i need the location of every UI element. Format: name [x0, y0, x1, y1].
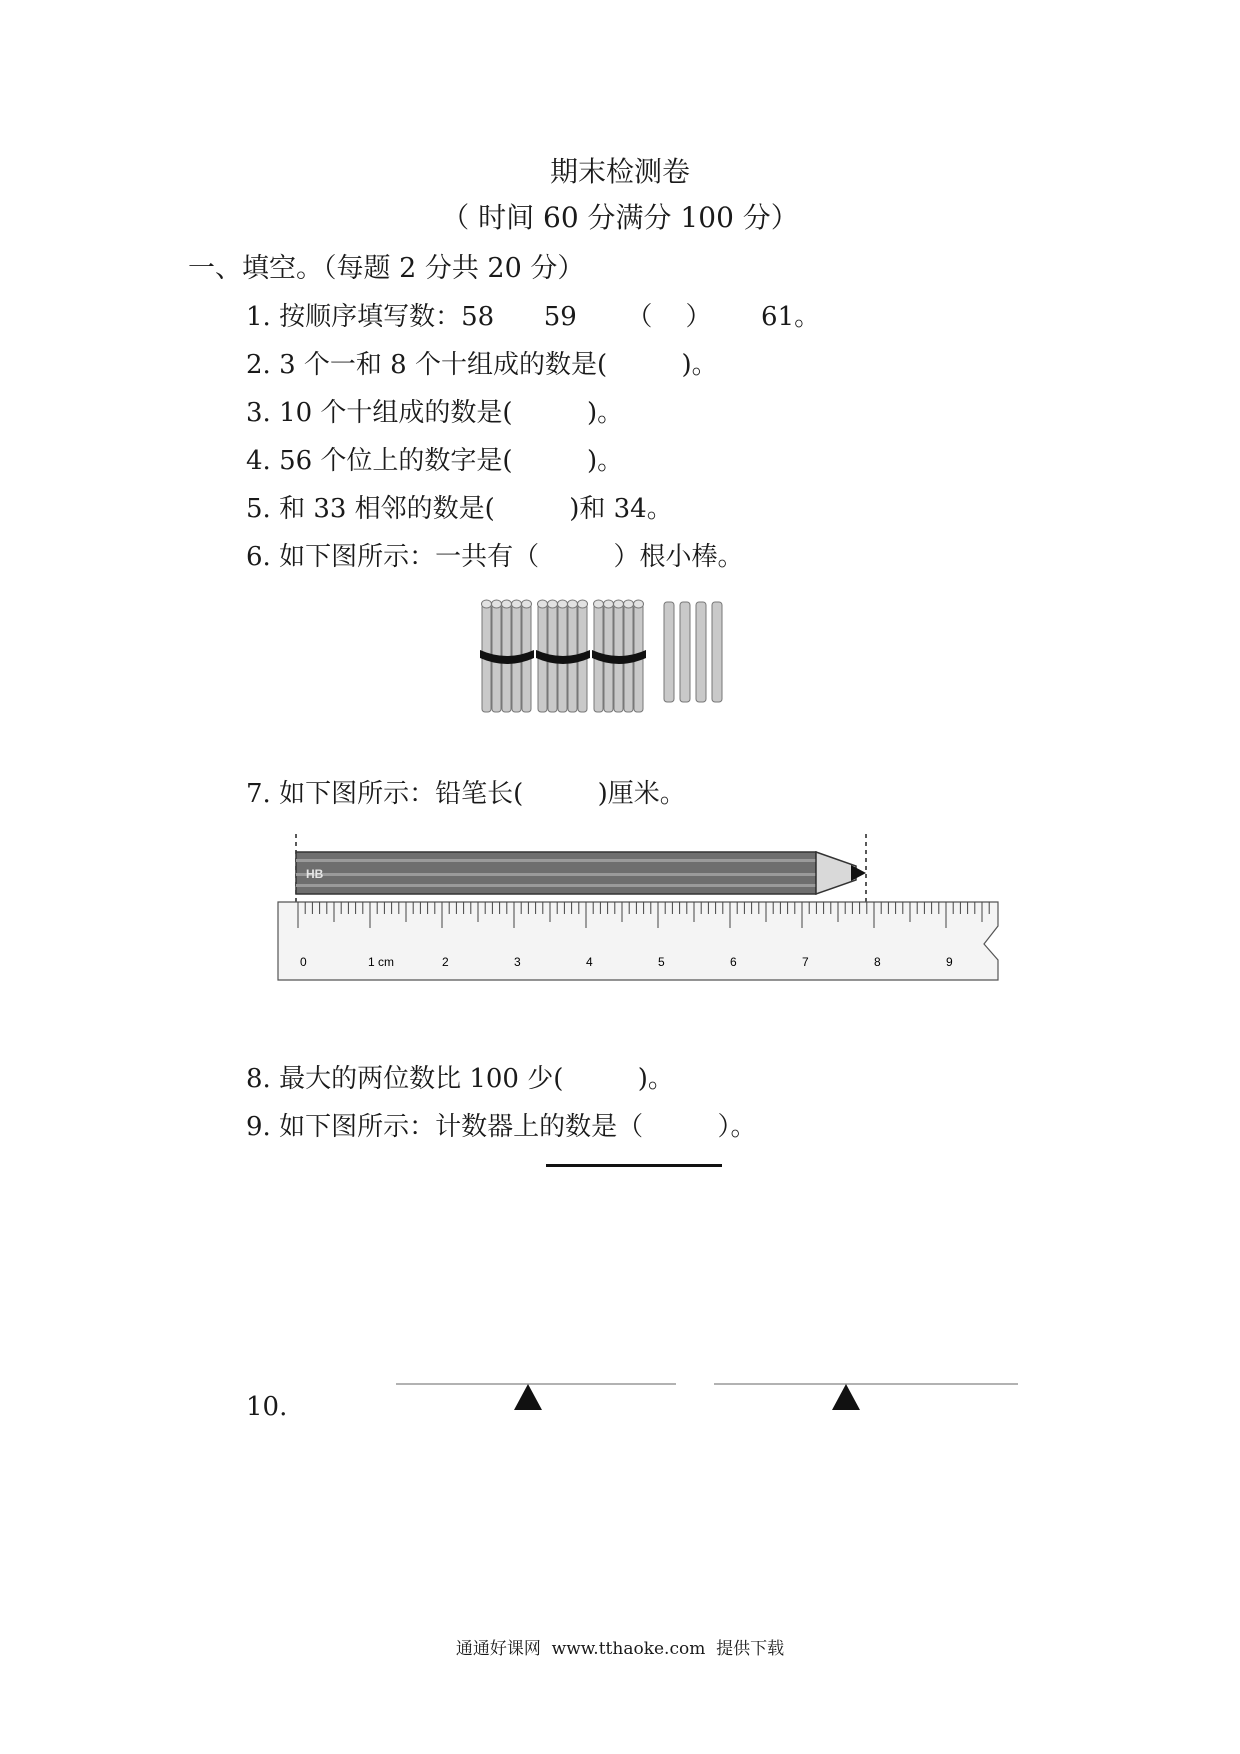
question-6: 6. 如下图所示：一共有（ ）根小棒。: [246, 542, 744, 572]
single-stick-icon: [664, 602, 674, 702]
pencil-icon: [296, 852, 866, 894]
stick-bundle-icon: [480, 600, 534, 712]
ruler-label-8: 8: [874, 955, 881, 969]
sticks-figure: [478, 592, 738, 722]
ruler-label-2: 2: [442, 955, 449, 969]
single-stick-icon: [680, 602, 690, 702]
ruler-label-9: 9: [946, 955, 953, 969]
question-1: 1. 按顺序填写数：58 59 （ ） 61。: [246, 302, 821, 332]
ruler-label-5: 5: [658, 955, 665, 969]
question-3: 3. 10 个十组成的数是( )。: [246, 398, 624, 428]
page-subtitle: （ 时间 60 分满分 100 分）: [441, 201, 799, 234]
question-10: 10.: [246, 1392, 288, 1422]
ruler-label-6: 6: [730, 955, 737, 969]
pencil-ruler-figure: [276, 832, 1006, 992]
balance-figure: [394, 1372, 1024, 1412]
single-stick-icon: [712, 602, 722, 702]
question-8: 8. 最大的两位数比 100 少( )。: [246, 1064, 674, 1094]
fulcrum-right-icon: [832, 1384, 860, 1410]
ruler-label-4: 4: [586, 955, 593, 969]
single-stick-icon: [696, 602, 706, 702]
section-heading: 一、填空。（每题 2 分共 20 分）: [188, 253, 585, 284]
counter-base-line: [546, 1164, 722, 1167]
stick-bundle-icon: [592, 600, 646, 712]
ruler-label-3: 3: [514, 955, 521, 969]
question-5: 5. 和 33 相邻的数是( )和 34。: [246, 494, 673, 524]
pencil-label: HB: [306, 867, 324, 881]
question-4: 4. 56 个位上的数字是( )。: [246, 446, 624, 476]
page-title: 期末检测卷: [549, 155, 690, 188]
question-2: 2. 3 个一和 8 个十组成的数是( )。: [246, 350, 718, 380]
question-9: 9. 如下图所示：计数器上的数是（ ）。: [246, 1112, 757, 1142]
question-7: 7. 如下图所示：铅笔长( )厘米。: [246, 779, 686, 809]
ruler-label-1: 1 cm: [368, 955, 395, 969]
ruler-label-0: 0: [300, 955, 307, 969]
ruler-icon: [278, 902, 998, 980]
stick-bundle-icon: [536, 600, 590, 712]
fulcrum-left-icon: [514, 1384, 542, 1410]
page-footer: 通通好课网 www.tthaoke.com 提供下载: [455, 1639, 785, 1659]
ruler-label-7: 7: [802, 955, 809, 969]
